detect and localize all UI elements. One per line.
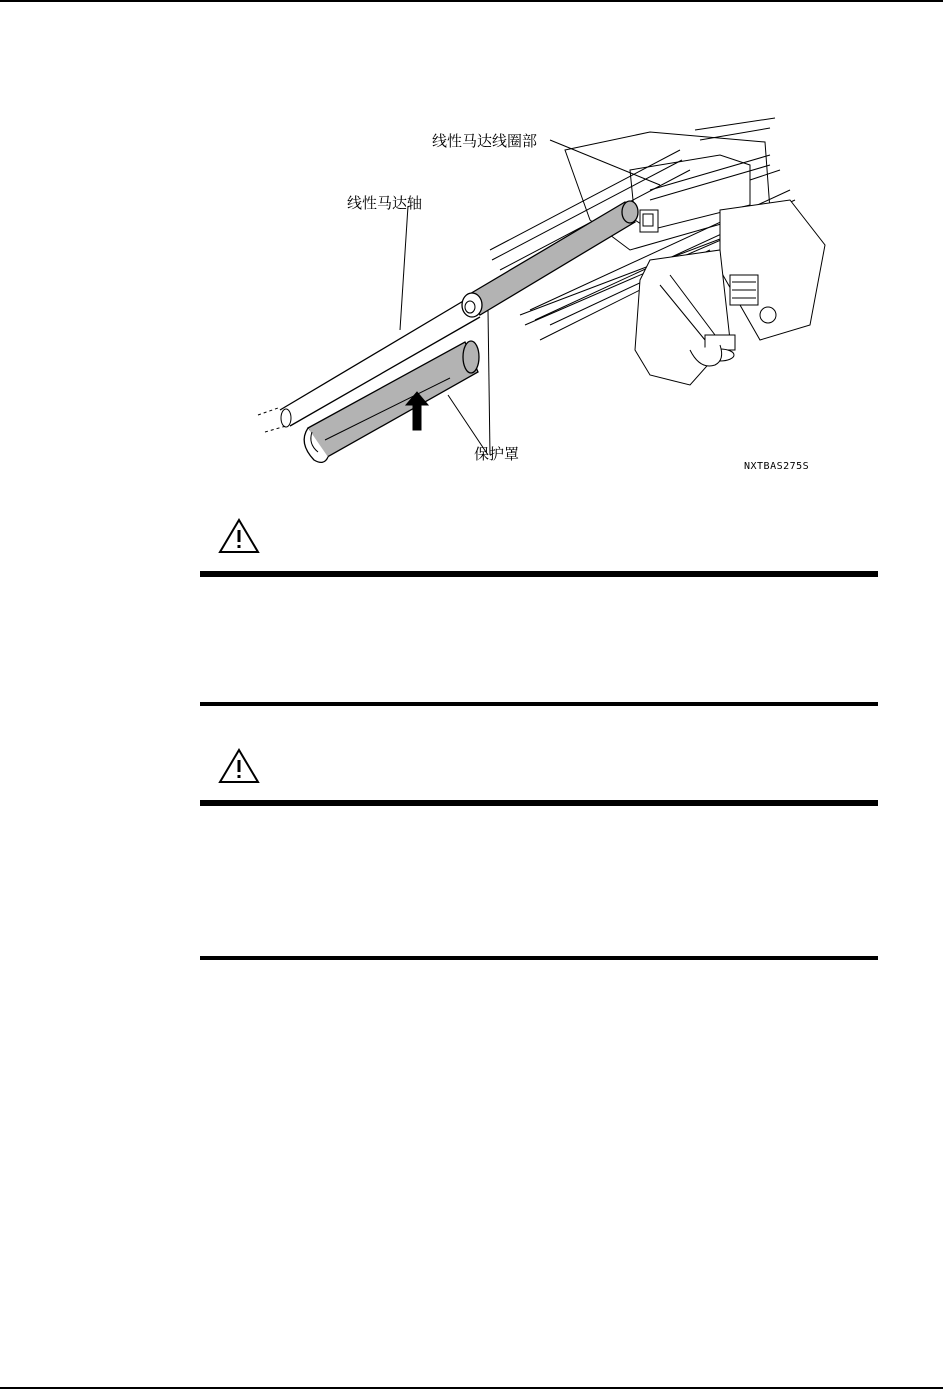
notice-bottom-bar [200, 702, 878, 706]
warning-triangle-icon [218, 518, 260, 554]
notice-body [220, 816, 858, 946]
notice-top-bar [200, 800, 878, 806]
notice-top-bar [200, 571, 878, 577]
figure-code: NXTBAS275S [744, 461, 810, 472]
caution-notice-1 [200, 514, 878, 709]
protective-cover-label: 保护罩 [474, 445, 520, 463]
coil-section-label: 线性马达线圈部 [432, 132, 538, 150]
warning-triangle-icon [218, 748, 260, 784]
notice-body [220, 586, 858, 696]
motor-shaft-label: 线性马达轴 [347, 194, 423, 212]
page-top-rule [0, 0, 943, 2]
page-bottom-rule [0, 1387, 943, 1389]
linear-motor-illustration [250, 110, 840, 490]
linear-motor-figure [250, 110, 840, 490]
notice-bottom-bar [200, 956, 878, 960]
caution-notice-2 [200, 744, 878, 964]
